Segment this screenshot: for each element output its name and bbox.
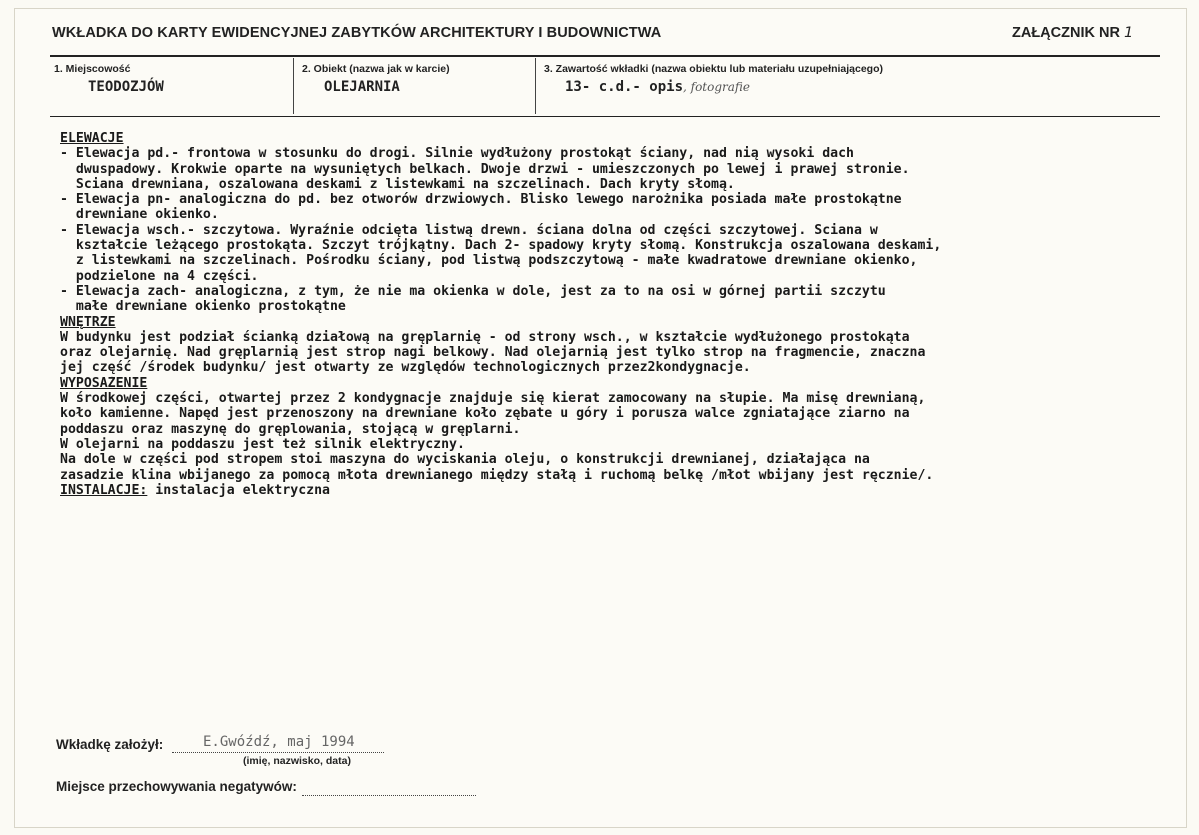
body-line-text: koło kamienne. Napęd jest przenoszony na drewniane koło zębate u góry i porusza walce zgniatające ziarno na [60, 406, 910, 422]
fields-rule [50, 116, 1160, 117]
founder-line [172, 752, 384, 753]
body-line [60, 192, 1175, 207]
section-heading-text: INSTALACJE: [60, 482, 148, 498]
body-line-text: kształcie leżącego prostokąta. Szczyt trójkątny. Dach 2- spadowy kryty słomą. Konstrukcja oszalowana deskami, [60, 238, 942, 254]
negatives-line [302, 795, 476, 796]
section-heading [60, 131, 1175, 146]
body-line [60, 146, 1175, 161]
contents-value-handwritten: , fotografie [683, 80, 751, 94]
body-line-text: poddaszu oraz maszynę do gręplowania, stojącą w gręplarni. [60, 421, 521, 437]
body-line [60, 238, 1175, 253]
body-line-text: jej część /środek budynku/ jest otwarty ze względów technologicznych przez2kondygnacje. [60, 360, 751, 376]
body-line-text: Na dole w części pod stropem stoi maszyna do wyciskania oleju, o konstrukcji drewnianej, działająca na [60, 452, 870, 468]
body-line [60, 177, 1175, 192]
body-line [60, 422, 1175, 437]
body-line-text: drewniane okienko. [60, 207, 219, 223]
body-line-text: W budynku jest podział ścianką działową na gręplarnię - od strony wsch., w kształcie wydłużonego prostokąta [60, 329, 910, 345]
negatives-label: Miejsce przechowywania negatywów: [56, 779, 297, 794]
body-line [60, 162, 1175, 177]
field-divider-1 [293, 58, 294, 114]
body-line-text: Ściana drewniana, oszalowana deskami z listewkami na szczelinach. Dach kryty słomą. [60, 176, 735, 192]
body-line [60, 269, 1175, 284]
founder-label: Wkładkę założył: [56, 737, 164, 752]
body-line-text: - Elewacja wsch.- szczytowa. Wyraźnie odcięta listwą drewn. ściana dolna od części szczytowej. Ściana w [60, 222, 878, 238]
founder-hint: (imię, nazwisko, data) [243, 755, 351, 767]
form-title: WKŁADKA DO KARTY EWIDENCYJNEJ ZABYTKÓW ARCHITEKTURY I BUDOWNICTWA [52, 25, 662, 41]
section-heading-text: ELEWACJE [60, 131, 124, 146]
section-heading [60, 376, 1175, 391]
body-line-text: zasadzie klina wbijanego za pomocą młota drewnianego między stałą i ruchomą belkę /młot wbijany jest ręcznie/. [60, 467, 934, 483]
section-heading [60, 483, 1175, 498]
annex-label-text: ZAŁĄCZNIK NR [1012, 25, 1120, 41]
contents-value [565, 79, 750, 95]
body-line [60, 406, 1175, 421]
body-line [60, 299, 1175, 314]
body-line-text: - Elewacja pn- analogiczna do pd. bez otworów drzwiowych. Blisko lewego narożnika posiada małe prostokątne [60, 192, 902, 208]
section-heading-text: WYPOSAŻENIE [60, 375, 148, 391]
body-line [60, 223, 1175, 238]
annex-number: 1 [1123, 25, 1134, 41]
body-line [60, 253, 1175, 268]
field-divider-2 [535, 58, 536, 114]
locality-label: 1. Miejscowość [54, 63, 131, 75]
body-line-text: - Elewacja zach- analogiczna, z tym, że nie ma okienka w dole, jest za to na osi w górnej partii szczytu [60, 283, 886, 299]
body-line [60, 391, 1175, 406]
body-line [60, 360, 1175, 375]
section-heading-text: WNĘTRZE [60, 314, 116, 330]
body-line-text: podzielone na 4 części. [60, 268, 259, 284]
body-line [60, 284, 1175, 299]
body-line-text: - Elewacja pd.- frontowa w stosunku do drogi. Silnie wydłużony prostokąt ściany, nad nią wysoki dach [60, 146, 854, 162]
section-heading [60, 315, 1175, 330]
body-line [60, 207, 1175, 222]
annex-label [1012, 25, 1133, 41]
body-line-text: W olejarni na poddaszu jest też silnik elektryczny. [60, 436, 465, 452]
body-line [60, 468, 1175, 483]
body-line [60, 345, 1175, 360]
body-line [60, 437, 1175, 452]
body-line-text: oraz olejarnię. Nad gręplarnią jest strop nagi belkowy. Nad olejarnią jest tylko strop na fragmencie, znaczna [60, 345, 926, 361]
object-value: OLEJARNIA [324, 79, 400, 95]
locality-value: TEODOZJÓW [88, 79, 164, 95]
founder-value: E.Gwóźdź, maj 1994 [203, 734, 355, 750]
contents-label: 3. Zawartość wkładki (nazwa obiektu lub materiału uzupełniającego) [544, 63, 883, 75]
contents-value-typed: 13- c.d.- opis [565, 79, 684, 95]
body-line-text: małe drewniane okienko prostokątne [60, 299, 346, 315]
description-body [60, 131, 1175, 498]
body-line [60, 330, 1175, 345]
section-inline-text: instalacja elektryczna [147, 482, 330, 498]
object-label: 2. Obiekt (nazwa jak w karcie) [302, 63, 450, 75]
body-line [60, 452, 1175, 467]
body-line-text: W środkowej części, otwartej przez 2 kondygnacje znajduje się kierat zamocowany na słupie. Ma misę drewnianą, [60, 391, 926, 407]
header-rule [50, 55, 1160, 57]
body-line-text: z listewkami na szczelinach. Pośrodku ściany, pod listwą podszczytową - małe kwadratowe drewniane okienko, [60, 253, 918, 269]
body-line-text: dwuspadowy. Krokwie oparte na wysuniętych belkach. Dwoje drzwi - umieszczonych po lewej i prawej stronie. [60, 161, 910, 177]
